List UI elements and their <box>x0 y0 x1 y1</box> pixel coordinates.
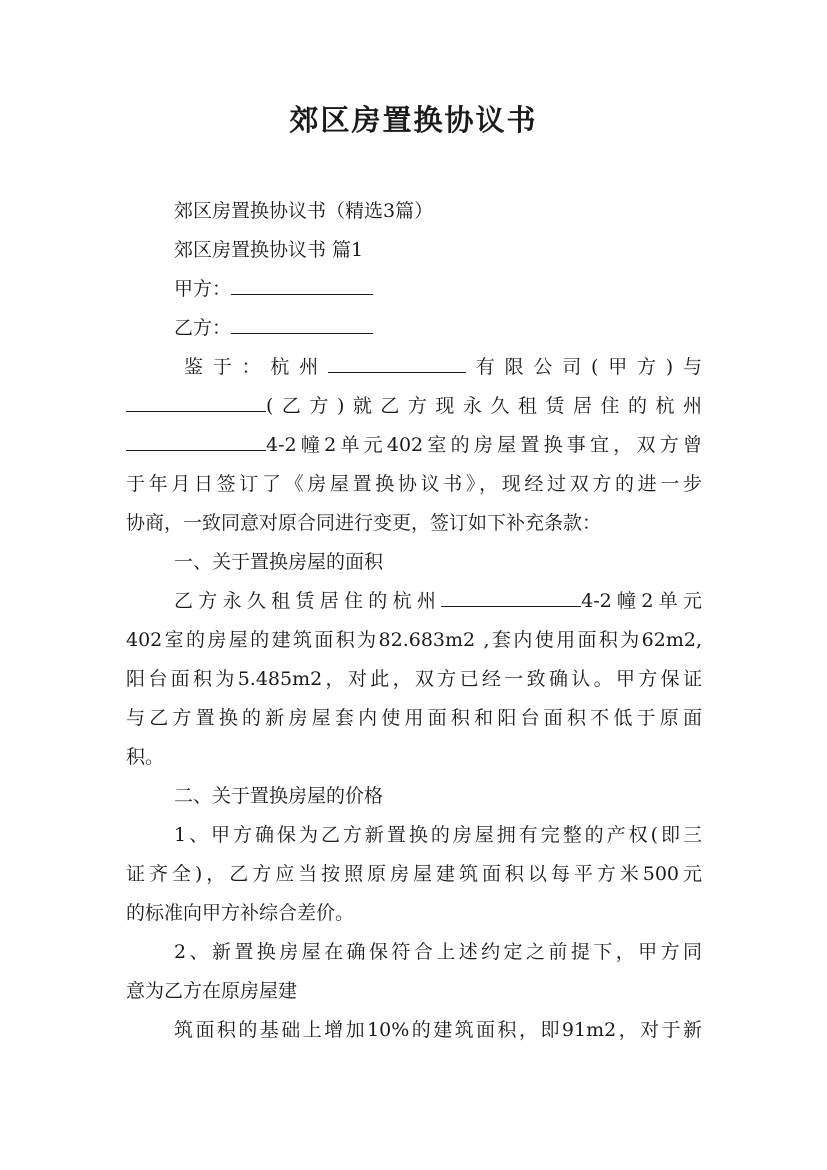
text-segment: 4-2幢2单元 <box>581 590 702 612</box>
paragraph-line <box>126 582 702 621</box>
party-b-blank <box>231 311 373 334</box>
party-a-blank <box>231 272 373 295</box>
text-segment: 乙方永久租赁居住的杭州 <box>174 590 442 612</box>
document-body <box>126 192 702 1050</box>
paragraph-line: 的标准向甲方补综合差价。 <box>126 902 355 924</box>
paragraph-line: 于年月日签订了《房屋置换协议书》，现经过双方的进一步 <box>126 473 702 495</box>
text-segment: 4-2幢2单元402室的房屋置换事宜，双方曾 <box>266 434 702 456</box>
text-segment: 鉴于：杭州 <box>184 356 328 378</box>
paragraph-line: 积。 <box>126 746 165 768</box>
part-title: 郊区房置换协议书 篇1 <box>174 239 364 261</box>
paragraph-line: 意为乙方在原房屋建 <box>126 980 298 1002</box>
section-heading: 二、关于置换房屋的价格 <box>174 785 384 807</box>
paragraph-line <box>126 387 702 426</box>
party-a-label: 甲方： <box>174 278 232 300</box>
paragraph-line: 402室的房屋的建筑面积为82.683m2 ,套内使用面积为62m2, <box>126 629 702 651</box>
text-segment: 有限公司(甲方)与 <box>466 356 702 378</box>
party-b-line <box>126 309 702 348</box>
paragraph-line: 与乙方置换的新房屋套内使用面积和阳台面积不低于原面 <box>126 707 702 729</box>
paragraph-line <box>126 348 702 387</box>
text-segment: (乙方)就乙方现永久租赁居住的杭州 <box>266 395 702 417</box>
paragraph-line: 阳台面积为5.485m2，对此，双方已经一致确认。甲方保证 <box>126 668 702 690</box>
subtitle: 郊区房置换协议书（精选3篇） <box>174 200 434 222</box>
party-b-label: 乙方： <box>174 317 232 339</box>
paragraph-line: 1、甲方确保为乙方新置换的房屋拥有完整的产权(即三 <box>174 824 702 846</box>
section-heading: 一、关于置换房屋的面积 <box>174 551 384 573</box>
paragraph-line: 筑面积的基础上增加10%的建筑面积，即91m2，对于新 <box>174 1019 702 1041</box>
blank-field <box>126 428 266 451</box>
party-a-line <box>126 270 702 309</box>
paragraph-line: 2、新置换房屋在确保符合上述约定之前提下，甲方同 <box>174 941 702 963</box>
paragraph-line: 证齐全)，乙方应当按照原房屋建筑面积以每平方米500元 <box>126 863 702 885</box>
blank-field <box>126 389 266 412</box>
paragraph-line <box>126 426 702 465</box>
document-title: 郊区房置换协议书 <box>289 103 538 137</box>
paragraph-line: 协商，一致同意对原合同进行变更，签订如下补充条款： <box>126 512 602 534</box>
blank-field <box>328 350 466 373</box>
blank-field <box>441 584 581 607</box>
